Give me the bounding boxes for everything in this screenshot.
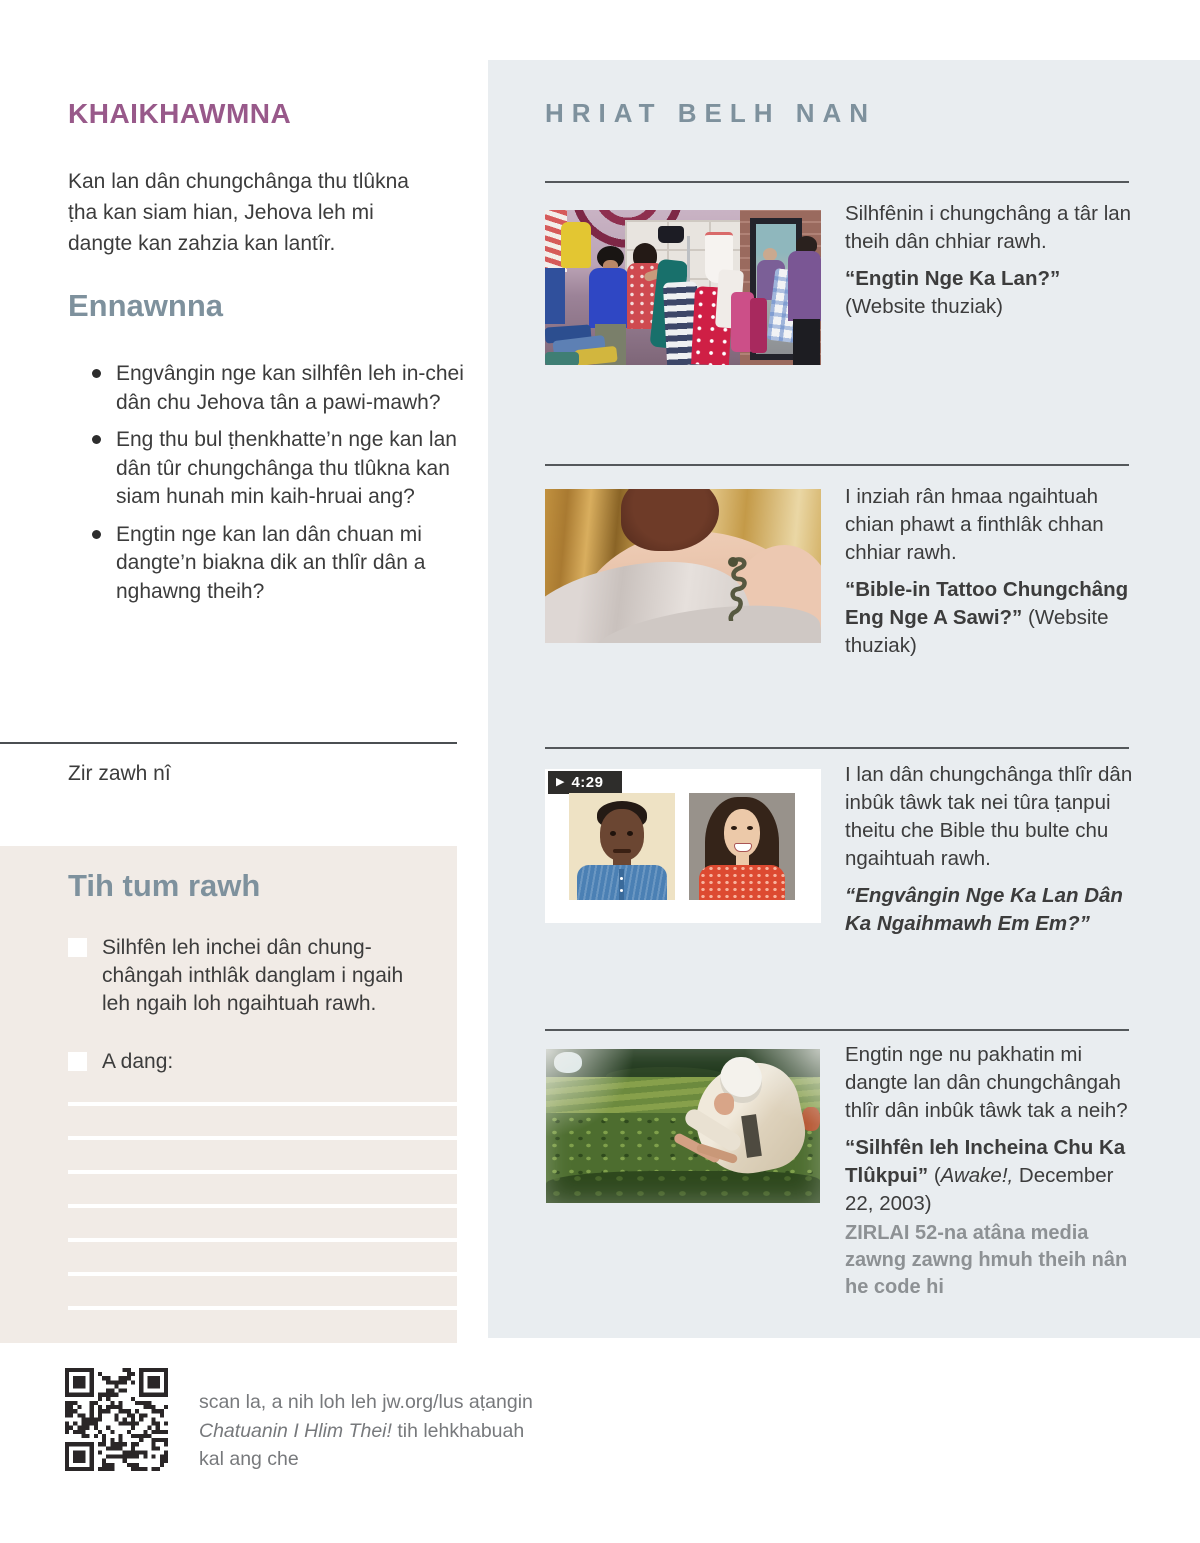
study-done-label: Zir zawh nî xyxy=(68,762,171,785)
media-code-note: ZIRLAI 52-na atâna media zawng zawng hmuh theih nân he code hi xyxy=(845,1222,1128,1298)
item-reference: “Engtin Nge Ka Lan?” (Website thuziak) xyxy=(845,267,1061,318)
smile xyxy=(734,843,752,852)
tattoo-photo xyxy=(545,489,821,643)
more-info-item-text xyxy=(845,200,1137,330)
qr-instruction: scan la, a nih loh leh jw.org/lus aṭangin Chatuanin I Hlim Thei! tih lehkhabuah kal ang che xyxy=(199,1391,533,1470)
item-instruction: I inziah rân hmaa ngaihtuah chian phawt a finthlâk chhan chhiar rawh. xyxy=(845,485,1104,564)
booklet-title: Chatuanin I Hlim Thei! xyxy=(199,1419,392,1442)
review-question-list xyxy=(88,360,466,615)
write-in-line[interactable] xyxy=(68,1170,457,1174)
goal-item xyxy=(68,934,420,1018)
field-photo xyxy=(546,1049,820,1203)
mouth xyxy=(613,849,631,853)
more-info-item-text xyxy=(845,761,1137,947)
item-instruction: Engtin nge nu pakhatin mi dangte lan dân chungchângah thlîr dân inbûk tâwk tak a neih? xyxy=(845,1043,1128,1122)
neck xyxy=(736,855,749,865)
red-sweater xyxy=(699,865,785,900)
yellow-top xyxy=(561,222,591,268)
blue-garment xyxy=(545,268,565,324)
item-divider xyxy=(545,1029,1129,1031)
eye xyxy=(731,826,737,830)
checkbox[interactable] xyxy=(68,938,87,957)
play-icon: ▶ xyxy=(556,776,565,788)
item-reference: “Bible-in Tattoo Chungchâng Eng Nge A Sawi?” (Website thuziak) xyxy=(845,578,1129,657)
button xyxy=(620,877,623,880)
write-in-line[interactable] xyxy=(68,1136,457,1140)
clothing-store-photo xyxy=(545,210,821,365)
goal-box xyxy=(0,846,457,1343)
man-pants xyxy=(793,319,820,365)
man-shirt xyxy=(788,251,821,321)
polo-placket xyxy=(619,869,624,900)
folded-clothes xyxy=(545,352,579,365)
more-info-item-text xyxy=(845,483,1137,669)
item-divider xyxy=(545,464,1129,466)
goal-heading: Tih tum rawh xyxy=(68,868,261,903)
handbag xyxy=(658,226,684,243)
review-question: Engtin nge kan lan dân chuan mi dangte’n biakna dik an thlîr dân a nghawng theih? xyxy=(88,521,466,607)
eye xyxy=(747,826,753,830)
video-duration-badge xyxy=(548,771,622,794)
left-divider xyxy=(0,742,457,744)
more-info-item-text xyxy=(845,1041,1137,1310)
button xyxy=(620,889,623,892)
portrait-man xyxy=(569,793,675,900)
magenta-garment xyxy=(750,298,767,353)
write-in-line[interactable] xyxy=(68,1306,457,1310)
summary-text: Kan lan dân chungchânga thu tlûkna ṭha kan siam hian, Jehova leh mi dangte kan zahzia kan lantîr. xyxy=(68,170,409,255)
portrait-woman xyxy=(689,793,795,900)
item-reference: “Silhfên leh Incheina Chu Ka Tlûkpui” (Awake!, December 22, 2003) xyxy=(845,1136,1126,1215)
eye xyxy=(627,831,633,836)
item-divider xyxy=(545,181,1129,183)
goal-item-label: A dang: xyxy=(102,1050,174,1073)
vintage-vignette xyxy=(546,1049,820,1203)
review-heading: Ennawnna xyxy=(68,288,224,323)
write-in-line[interactable] xyxy=(68,1238,457,1242)
video-thumbnail[interactable] xyxy=(545,769,821,923)
write-in-line[interactable] xyxy=(68,1204,457,1208)
item-instruction: Silhfênin i chungchâng a târ lan theih dân chhiar rawh. xyxy=(845,202,1132,253)
man-face xyxy=(600,809,644,861)
summary-heading: KHAIKHAWMNA xyxy=(68,98,292,129)
checkbox[interactable] xyxy=(68,1052,87,1071)
eye xyxy=(610,831,616,836)
goal-item-label: Silhfên leh inchei dân chung-chângah inthlâk danglam i ngaih leh ngaih loh ngaihtuah rawh. xyxy=(102,936,404,1015)
shopper1-sweater xyxy=(589,268,629,328)
item-divider xyxy=(545,747,1129,749)
item-reference: “Engvângin Nge Ka Lan Dân Ka Ngaihmawh Em Em?” xyxy=(845,884,1123,935)
qr-code xyxy=(65,1368,168,1471)
item-instruction: I lan dân chungchânga thlîr dân inbûk tâwk tak nei tûra ṭanpui theitu che Bible thu bulte chu ngaihtuah rawh. xyxy=(845,763,1133,870)
video-duration: 4:29 xyxy=(571,774,604,791)
folded-clothes xyxy=(574,346,617,365)
review-question: Eng thu bul ṭhenkhatte’n nge kan lan dân tûr chungchânga thu tlûkna kan siam hunah min kaih-hruai ang? xyxy=(88,426,466,512)
more-info-heading: HRIAT BELH NAN xyxy=(545,98,877,128)
goal-item xyxy=(68,1048,420,1076)
snake-rose-tattoo xyxy=(717,555,755,621)
review-question: Engvângin nge kan silhfên leh in-chei dân chu Jehova tân a pawi-mawh? xyxy=(88,360,466,417)
write-in-line[interactable] xyxy=(68,1102,457,1106)
write-in-line[interactable] xyxy=(68,1272,457,1276)
